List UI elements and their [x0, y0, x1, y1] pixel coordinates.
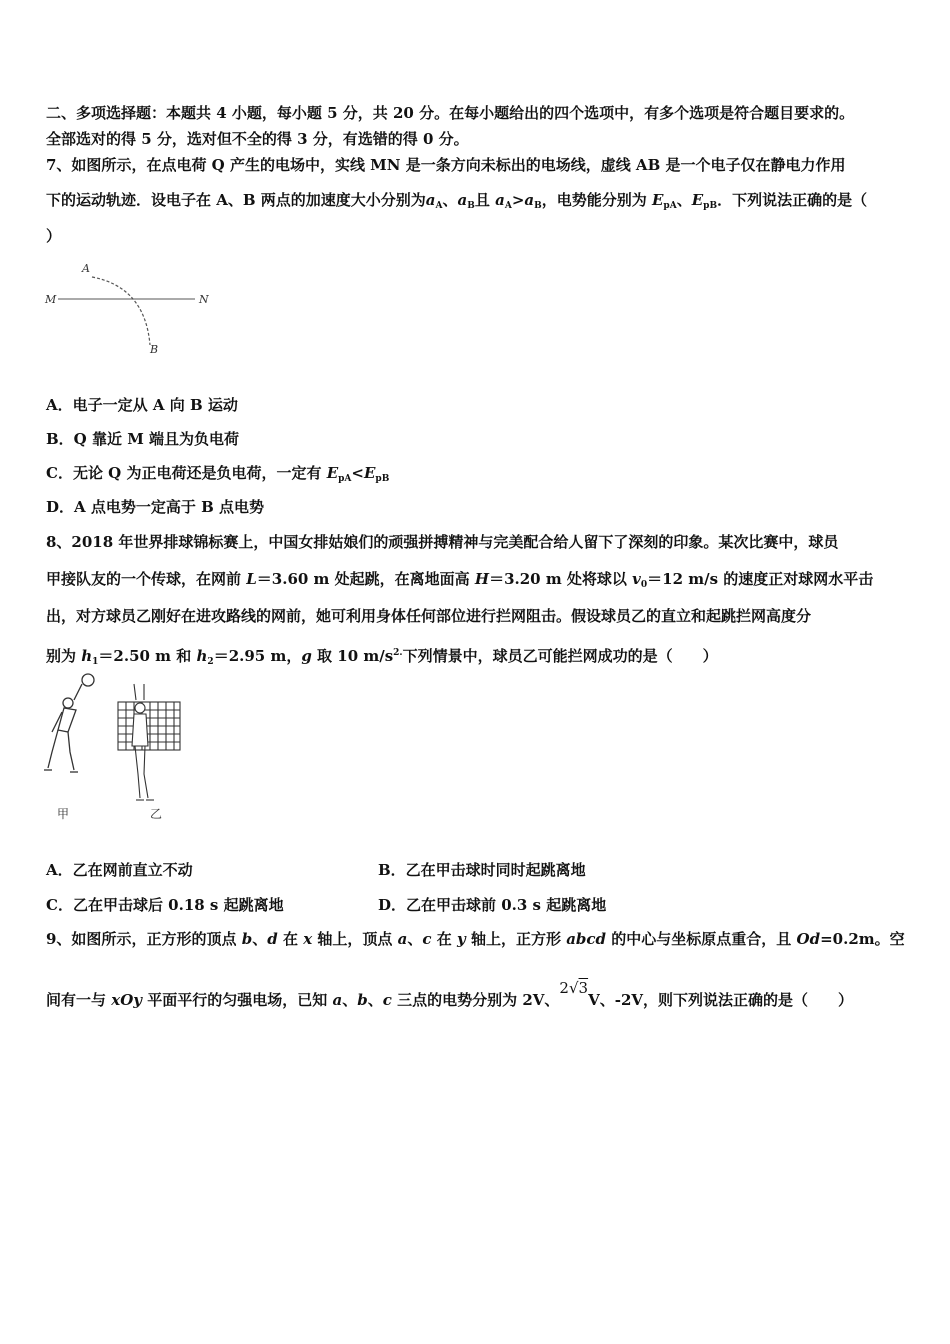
player-jia-figure	[44, 674, 94, 772]
label-yi: 乙	[150, 807, 163, 821]
q7-option-d: D．A 点电势一定高于 B 点电势	[46, 498, 264, 516]
label-jia: 甲	[57, 807, 70, 821]
section-heading-line-2: 全部选对的得 5 分，选对但不全的得 3 分，有选错的得 0 分。	[46, 130, 469, 148]
label-a: A	[82, 262, 90, 275]
q7-option-b: B．Q 靠近 M 端且为负电荷	[46, 430, 240, 448]
q7-stem-line-2: 下的运动轨迹．设电子在 A、B 两点的加速度大小分别为$a_A$、$a_B$且 $a_A>a_B$，电势能分别为 $E_{pA}$、$E_{pB}$．下列说法正确的是（	[46, 191, 868, 211]
label-m: M	[45, 293, 57, 306]
q7-option-c: C．无论 Q 为正电荷还是负电荷，一定有 $E_{pA}<E_{pB}$	[46, 464, 390, 484]
q9-stem-line-1: 9、如图所示，正方形的顶点 b、d 在 x 轴上，顶点 a、c 在 y 轴上，正方形 abcd 的中心与坐标原点重合，且 Od=0.2m。空	[46, 930, 905, 948]
q8-stem-line-3: 出，对方球员乙刚好在进攻路线的网前，她可利用身体任何部位进行拦网阻击。假设球员乙的直立和起跳拦网高度分	[46, 607, 812, 625]
q7-stem-line-1: 7、如图所示，在点电荷 Q 产生的电场中，实线 MN 是一条方向未标出的电场线，虚线 AB 是一个电子仅在静电力作用	[46, 156, 846, 174]
q8-stem-line-4: 别为 $h_1=2.50$ m 和 $h_2=2.95$ m，g 取 10 $m/s^{2.}$下列情景中，球员乙可能拦网成功的是（ ）	[46, 647, 718, 667]
q8-option-c: C．乙在甲击球后 0.18 s 起跳离地	[46, 896, 284, 914]
q8-volleyball-figure	[40, 670, 200, 830]
label-n: N	[199, 293, 209, 306]
section-heading-line-1: 二、多项选择题：本题共 4 小题，每小题 5 分，共 20 分。在每小题给出的四个选项中，有多个选项是符合题目要求的。	[46, 104, 855, 122]
trajectory-ab	[92, 277, 150, 345]
q8-stem-line-1: 8、2018 年世界排球锦标赛上，中国女排姑娘们的顽强拼搏精神与完美配合给人留下了深刻的印象。某次比赛中，球员	[46, 533, 839, 551]
q7-option-a: A．电子一定从 A 向 B 运动	[46, 396, 238, 414]
q8-option-a: A．乙在网前直立不动	[46, 861, 193, 879]
ball	[82, 674, 94, 686]
q8-stem-line-2: 甲接队友的一个传球，在网前 L＝3.60 m 处起跳，在离地面高 H＝3.20 m 处将球以 $v_0=12$ m/s 的速度正对球网水平击	[46, 570, 874, 590]
label-b: B	[150, 343, 159, 356]
q8-option-d: D．乙在甲击球前 0.3 s 起跳离地	[378, 896, 607, 914]
q7-field-line-figure	[40, 255, 230, 365]
sqrt-expression: 2√3	[559, 979, 589, 997]
player-yi-figure	[118, 684, 180, 800]
q9-stem-line-2: 间有一与 xOy 平面平行的匀强电场，已知 a、b、c 三点的电势分别为 2V、2√3V、-2V，则下列说法正确的是（ ）	[46, 979, 854, 1009]
q8-option-b: B．乙在甲击球时同时起跳离地	[378, 861, 586, 879]
q7-stem-line-3: ）	[46, 227, 62, 245]
